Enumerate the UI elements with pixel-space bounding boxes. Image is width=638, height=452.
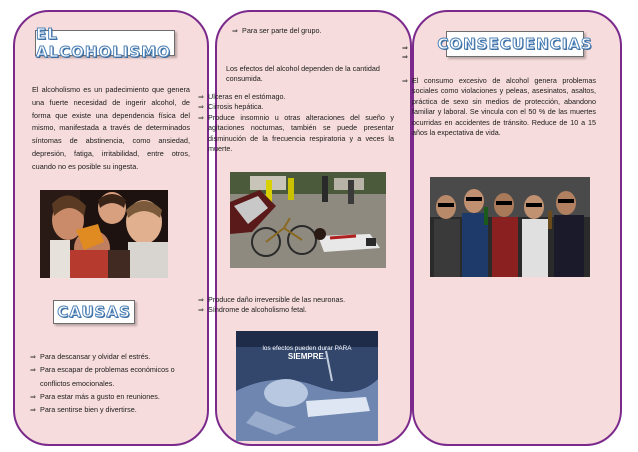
effect-text: Produce daño irreversible de las neuronas. [208,295,346,304]
title-consecuencias [437,31,593,57]
title-causas [53,300,135,324]
photo-youth-group-art [430,177,590,277]
list-item [402,76,596,139]
consecuencias-text: El consumo excesivo de alcohol genera problemas sociales como violaciones y peleas, asesinatos, asaltos, práctica de sexo sin medios de protección, abandono familiar y laboral. Se vincula con el 50 % de las muertes ocurridas en accidentes de tránsito. Reduce de 10 a 15 años la expectativa de vida. [412,76,596,138]
effects-intro: Los efectos del alcohol dependen de la cantidad consumida. [226,64,380,84]
title-consecuencias-text: CONSECUENCIAS [437,35,593,53]
arrow-icon: ⇒ [198,305,205,315]
effect-text: Cirrosis hepática. [208,102,264,112]
photo-accident-scene-art [230,172,386,268]
photo-hospital-poster [236,331,378,441]
causa-text: Para estar más a gusto en reuniones. [40,391,160,401]
effect-text: Síndrome de alcoholismo fetal. [208,305,307,315]
causa-text: Para descansar y olvidar el estrés. [40,352,151,361]
causas-list [30,350,195,417]
effect-text: Ulceras en el estómago. [208,92,286,101]
effect-text: Produce insomnio u otras alteraciones del sueño y agitaciones nocturnas, también se puede presentar disminución de la frecuencia respiratoria y a veces la muerte. [208,112,394,154]
poster-caption-line2: SIEMPRE. [287,352,327,361]
list-item [198,102,394,112]
photo-youth-drinking [40,190,168,278]
arrow-icon: ⇒ [198,102,205,112]
list-item [30,390,195,403]
list-item [198,92,394,102]
arrow-icon: ⇒ [232,26,239,35]
arrow-icon: ⇒ [30,352,37,361]
arrow-icon: ⇒ [198,92,205,101]
causa-text: Para escapar de problemas económicos o conflictos emocionales. [40,365,175,388]
top-item-text: Para ser parte del grupo. [242,26,322,35]
poster-caption-line1: los efectos pueden durar PARA [262,345,352,352]
title-el-alcoholismo [35,25,175,61]
arrow-icon: ⇒ [198,295,205,304]
list-item [198,295,394,305]
consecuencias-list [402,76,596,139]
list-item [30,350,195,363]
arrow-icon: ⇒ [30,405,37,415]
photo-youth-group [430,177,590,277]
list-item [232,26,402,36]
list-item [30,363,195,390]
effects-list [198,92,394,155]
arrow-icon: ⇒ [402,43,409,52]
arrow-icon: ⇒ [30,365,37,375]
list-item [198,305,394,315]
title-el-alcoholismo-text: EL ALCOHOLISMO [36,25,171,61]
photo-accident-scene [230,172,386,268]
arrow-icon: ⇒ [198,112,205,122]
poster-caption [236,345,378,361]
effects2-list [198,295,394,316]
arrow-icon: ⇒ [402,51,409,61]
top-item [232,26,402,36]
causa-text: Para sentirse bien y divertirse. [40,405,137,415]
title-causas-text: CAUSAS [57,303,131,321]
arrow-icon: ⇒ [30,391,37,401]
list-item [198,113,394,155]
side-arrows [402,44,416,61]
arrow-icon: ⇒ [402,76,409,85]
photo-youth-drinking-art [40,190,168,278]
intro-paragraph: El alcoholismo es un padecimiento que genera una fuerte necesidad de ingerir alcohol, de forma que existe una dependencia física del mismo, manifestada a través de determinados síntomas de abstinencia, como ansiedad, depresión, fatiga, irritabilidad, entre otros, cuando no es posible su ingesta. [32,85,190,171]
list-item [30,403,195,416]
